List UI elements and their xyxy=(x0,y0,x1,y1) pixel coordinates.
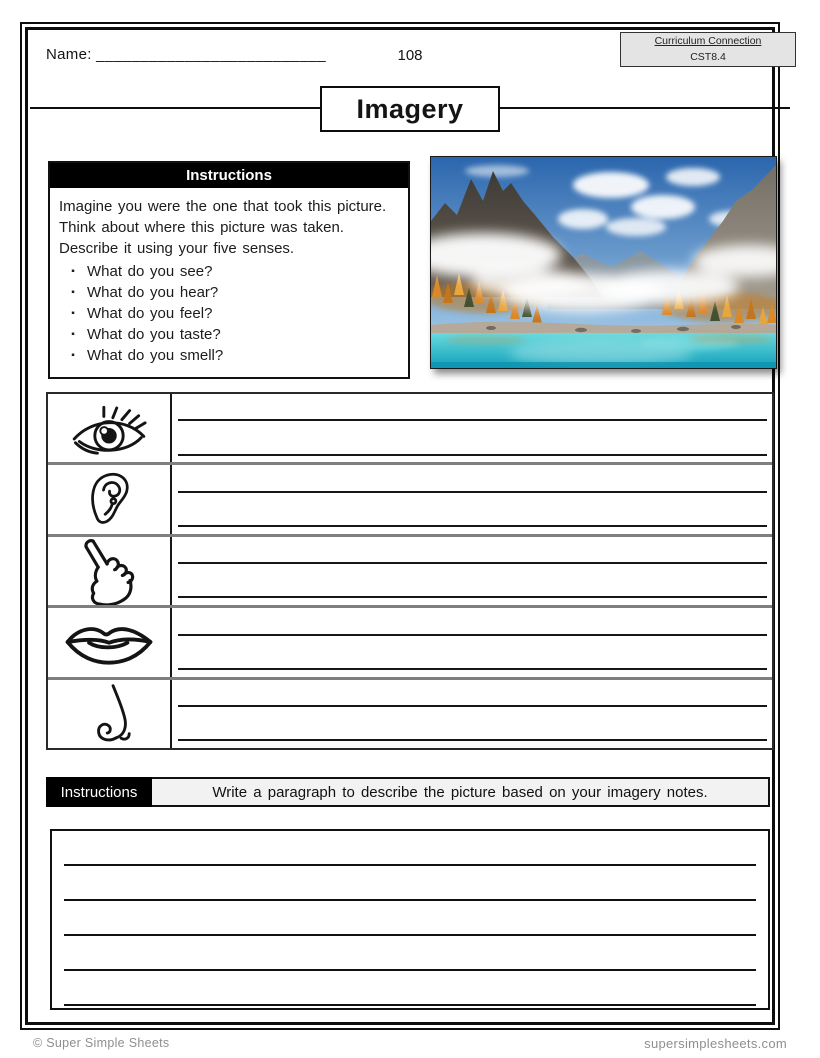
writing-line[interactable] xyxy=(64,969,756,971)
writing-line[interactable] xyxy=(178,419,767,421)
bullet-icon: ▪ xyxy=(71,350,75,361)
instructions-label: Instructions xyxy=(46,777,152,807)
see-notes-cell xyxy=(172,394,772,462)
question-feel: What do you feel? xyxy=(87,305,213,322)
instructions-text: Imagine you were the one that took this picture. Think about where this picture was taken. Describe it using your five senses. xyxy=(59,198,387,257)
paragraph-instructions-bar xyxy=(46,777,770,807)
paragraph-prompt: Write a paragraph to describe the picture based on your imagery notes. xyxy=(152,777,770,807)
writing-line[interactable] xyxy=(178,634,767,636)
list-item xyxy=(59,261,400,282)
writing-line[interactable] xyxy=(178,705,767,707)
question-taste: What do you taste? xyxy=(87,326,221,343)
website-link[interactable]: supersimplesheets.com xyxy=(644,1036,787,1051)
hear-notes-cell xyxy=(172,465,772,533)
instructions-box xyxy=(48,161,410,379)
question-smell: What do you smell? xyxy=(87,347,224,364)
writing-line[interactable] xyxy=(64,934,756,936)
see-icon-cell xyxy=(48,394,172,462)
writing-line[interactable] xyxy=(178,454,767,456)
curriculum-code: CST8.4 xyxy=(690,50,726,63)
sense-row-taste xyxy=(48,605,772,676)
taste-notes-cell xyxy=(172,608,772,676)
list-item xyxy=(59,324,400,345)
name-input-line[interactable]: __________________________ xyxy=(96,46,327,63)
list-item xyxy=(59,282,400,303)
instructions-body xyxy=(50,188,408,377)
sense-row-smell xyxy=(48,677,772,748)
page-number: 108 xyxy=(397,47,423,64)
smell-icon-cell xyxy=(48,680,172,748)
sense-row-hear xyxy=(48,462,772,533)
paragraph-writing-box[interactable] xyxy=(50,829,770,1010)
ear-icon xyxy=(81,467,137,533)
smell-notes-cell xyxy=(172,680,772,748)
question-hear: What do you hear? xyxy=(87,284,219,301)
instructions-header: Instructions xyxy=(50,163,408,188)
writing-line[interactable] xyxy=(64,1004,756,1006)
writing-line[interactable] xyxy=(178,525,767,527)
touch-hand-icon xyxy=(74,536,144,606)
landscape-photo xyxy=(430,156,777,369)
writing-line[interactable] xyxy=(178,739,767,741)
bullet-icon: ▪ xyxy=(71,287,75,298)
page-title: Imagery xyxy=(356,93,464,124)
taste-icon-cell xyxy=(48,608,172,676)
writing-line[interactable] xyxy=(178,668,767,670)
list-item xyxy=(59,345,400,366)
worksheet-title-box xyxy=(320,86,500,132)
mountain-lake-image xyxy=(431,157,776,368)
copyright-text: © Super Simple Sheets xyxy=(33,1036,170,1050)
eye-icon xyxy=(61,399,157,457)
writing-line[interactable] xyxy=(178,596,767,598)
name-label: Name: xyxy=(46,46,92,63)
sense-question-list xyxy=(59,261,400,366)
list-item xyxy=(59,303,400,324)
curriculum-connection-box xyxy=(620,32,796,67)
writing-line[interactable] xyxy=(64,899,756,901)
feel-notes-cell xyxy=(172,537,772,605)
sense-row-see xyxy=(48,394,772,462)
lips-icon xyxy=(63,619,155,665)
bullet-icon: ▪ xyxy=(71,329,75,340)
senses-table xyxy=(46,392,774,750)
sense-row-feel xyxy=(48,534,772,605)
nose-icon xyxy=(83,682,135,746)
bullet-icon: ▪ xyxy=(71,266,75,277)
writing-line[interactable] xyxy=(178,491,767,493)
hear-icon-cell xyxy=(48,465,172,533)
bullet-icon: ▪ xyxy=(71,308,75,319)
writing-line[interactable] xyxy=(178,562,767,564)
feel-icon-cell xyxy=(48,537,172,605)
writing-line[interactable] xyxy=(64,864,756,866)
question-see: What do you see? xyxy=(87,263,213,280)
curriculum-title: Curriculum Connection xyxy=(654,35,762,48)
